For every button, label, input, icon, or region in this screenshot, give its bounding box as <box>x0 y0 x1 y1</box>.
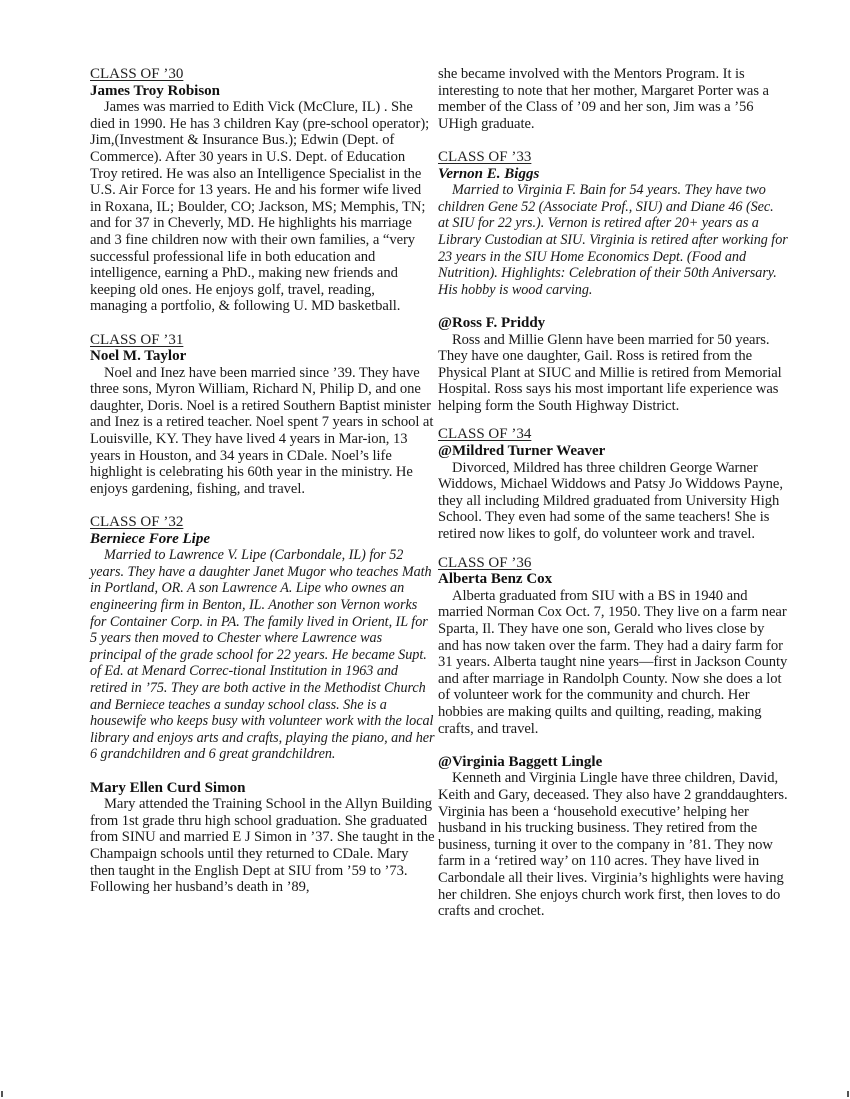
alumni-name: @Ross F. Priddy <box>438 314 546 331</box>
alumni-name: Alberta Benz Cox <box>438 571 553 588</box>
entry-noel-m-taylor <box>90 332 435 498</box>
scan-edge-mark <box>847 1091 849 1097</box>
entry-mary-ellen-curd-simon <box>90 780 435 896</box>
alumni-name: James Troy Robison <box>90 82 221 99</box>
entry-alberta-benz-cox <box>438 555 788 738</box>
alumni-name: Mary Ellen Curd Simon <box>90 779 246 796</box>
class-heading: CLASS OF ’36 <box>438 554 532 571</box>
entry-mildred-turner-weaver <box>438 426 788 542</box>
class-heading: CLASS OF ’31 <box>90 331 184 348</box>
entry-text: Married to Lawrence V. Lipe (Carbondale, IL) for 52 years. They have a daughter Janet Mugor who teaches Math in Portland, OR. A son Lawrence A. Lipe who ownes an engineering firm in Benton, IL. Another son Vernon works for Container Corp. in PA. The family lived in Orient, IL for 5 years then moved to Chester where Lawrence was principal of the grade school for 22 years. He became Supt. of Ed. at Menard Correc-tional Institution in 1963 and retired in ’75. They are both active in the Methodist Church and Berniece teaches a sunday school class. She is a housewife who keeps busy with volunteer work with the local library and enjoys arts and crafts, playing the piano, and her 6 grandchildren and 6 great grandchildren. <box>90 547 435 763</box>
entry-text: Noel and Inez have been married since ’39. They have three sons, Myron William, Richard N, Philip D, and one daughter, Doris. Noel is a retired Southern Baptist minister and Inez is a retired teacher. Noel spent 7 years in school at Louisville, KY. They have lived 4 years in Mar-ion, 13 years in Houston, and 34 years in CDale. Noel’s life highlight is celebrating his 60th year in the ministry. He enjoys gardening, fishing, and travel. <box>90 364 434 497</box>
entry-vernon-e-biggs <box>438 149 788 298</box>
entry-virginia-baggett-lingle <box>438 754 788 920</box>
entry-text: Divorced, Mildred has three children George Warner Widdows, Michael Widdows and Patsy Jo Widdows Payne, they all including Mildred graduated from University High School. They even had some of the same teachers! She is retired now likes to golf, do volunteer work and travel. <box>438 459 783 543</box>
entry-text: she became involved with the Mentors Program. It is interesting to note that her mother, Margaret Porter was a member of the Class of ’09 and her son, Jim was a ’56 UHigh graduate. <box>438 66 769 132</box>
entry-text: Mary attended the Training School in the Allyn Building from 1st grade thru high school graduation. She graduated from SINU and married E J Simon in ’37. She taught in the Champaign schools until they returned to CDale. Mary then taught in the English Dept at SIU from ’59 to ’73. Following her husband’s death in ’89, <box>90 796 435 896</box>
left-column <box>90 66 435 896</box>
entry-berniece-fore-lipe <box>90 514 435 763</box>
alumni-name: @Virginia Baggett Lingle <box>438 753 603 770</box>
alumni-name: Noel M. Taylor <box>90 348 187 365</box>
alumni-name: Berniece Fore Lipe <box>90 530 210 547</box>
class-heading: CLASS OF ’34 <box>438 426 532 443</box>
alumni-name: Vernon E. Biggs <box>438 165 540 182</box>
entry-text: Alberta graduated from SIU with a BS in 1940 and married Norman Cox Oct. 7, 1950. They live on a farm near Sparta, Il. They have one son, Gerald who lives close by and has now taken over the farm. They had a dairy farm for 31 years. Alberta taught nine years—first in Jackson County and after marriage in Randolph County. Now she does a lot of volunteer work for the community and church. Her hobbies are making quilts and quilting, reading, making crafts, and travel. <box>438 587 788 737</box>
right-column <box>438 66 788 920</box>
class-heading: CLASS OF ’30 <box>90 66 184 82</box>
entry-text: Married to Virginia F. Bain for 54 years. They have two children Gene 52 (Associate Prof., SIU) and Diane 46 (Sec. at SIU for 22 yrs.). Vernon is retired after 20+ years as a Library Custodian at SIU. Virginia is retired after working for 23 years in the SIU Home Economics Dept. (Food and Nutrition). Highlights: Celebration of their 50th Aniversary. His hobby is wood carving. <box>438 182 788 298</box>
entry-text: Ross and Millie Glenn have been married for 50 years. They have one daughter, Gail. Ross is retired from the Physical Plant at SIUC and Millie is retired from Memorial Hospital. Ross says his most important life experience was helping form the South Highway District. <box>438 331 782 414</box>
class-heading: CLASS OF ’33 <box>438 148 532 165</box>
entry-james-troy-robison <box>90 66 435 315</box>
entry-text: James was married to Edith Vick (McClure, IL) . She died in 1990. He has 3 children Kay (pre-school operator); Jim,(Investment & Insurance Bus.); Edwin (Dept. of Commerce). After 30 years in U.S. Dept. of Education Troy retired. He was also an Intelligence Specialist in the U.S. Air Force for 13 years. He and his former wife lived in Roxana, IL; Boulder, CO; Jackson, MS; Memphis, TN; and for 37 in Cheverly, MD. He highlights his marriage and 3 fine children now with their own families, a “very successful professional life in both education and intelligence, earning a PhD., making new friends and keeping old ones. He enjoys golf, travel, reading, managing a portfolio, & following U. MD basketball. <box>90 99 430 315</box>
entry-mary-ellen-curd-simon-continued <box>438 66 788 132</box>
alumni-name: @Mildred Turner Weaver <box>438 443 606 460</box>
class-heading: CLASS OF ’32 <box>90 514 184 531</box>
entry-text: Kenneth and Virginia Lingle have three children, David, Keith and Gary, deceased. They also have 2 granddaughters. Virginia has been a ‘household executive’ helping her husband in his trucking business. They retired from the business, turning it over to the company in ’81. They now farm in a ‘retired way’ on 110 acres. They have lived in Carbondale all their lives. Virginia’s highlights were having her children. She enjoys church work first, then loves to do crafts and crochet. <box>438 770 788 920</box>
scan-edge-mark <box>1 1091 3 1097</box>
entry-ross-f-priddy <box>438 315 788 415</box>
